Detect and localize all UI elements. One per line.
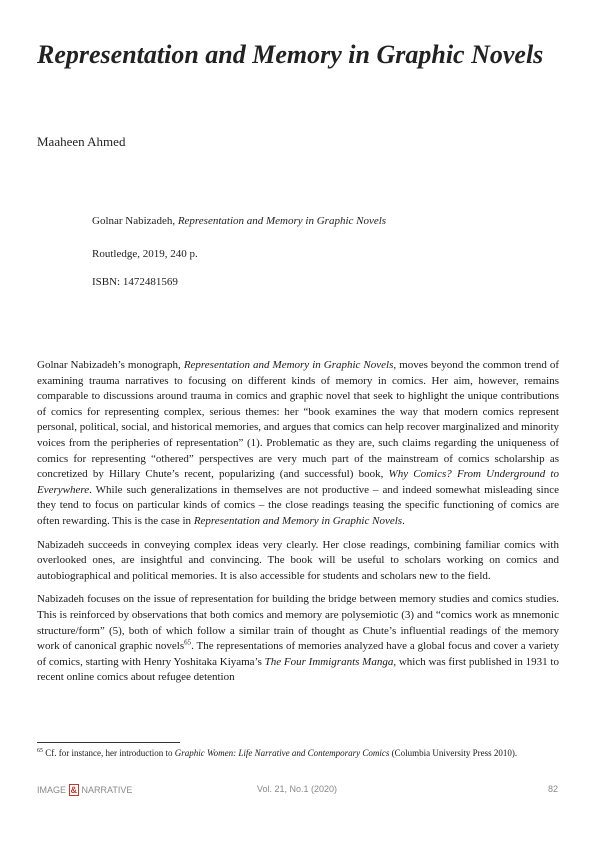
- footnote-ref[interactable]: 65: [184, 638, 192, 647]
- footnote-number: 65: [37, 748, 43, 754]
- kiyama-book-title: The Four Immigrants Manga,: [264, 655, 397, 668]
- footnote-divider: [37, 742, 180, 743]
- book-title-ref: Representation and Memory in Graphic Novels,: [183, 359, 397, 371]
- article-author: Maaheen Ahmed: [37, 134, 126, 149]
- paragraph-1: Golnar Nabizadeh’s monograph, Representation and Memory in Graphic Novels, moves beyond the common trend of examining trauma narratives to focusing on different kinds of memory in comics. Her aim, however, remains comparable to discussions around trauma in comics and graphic novel that seek to highlight the unique contributions of comics for representing complex, serious themes: her “book examines the way that modern comics represent personal, political, social, and historical memories, and argues that comics can help recover marginalized and minority voices from the peripheries of representation” (1). Problematic as they are, such claims regarding the uniqueness of comics for representing “othered” perspectives are very much part of the mainstream of comics scholarship as concretized by Hillary Chute’s recent, popularizing (and successful) book, Why Comics? From Underground to Everywhere. While such generalizations in themselves are not productive – and indeed somewhat misleading since they tend to focus on particular kinds of comics – the close readings teasing the specific functioning of comics are often rewarding. This is the case in Representation and Memory in Graphic Novels.: [37, 359, 559, 527]
- book-isbn: ISBN: 1472481569: [92, 276, 178, 288]
- book-author: Golnar Nabizadeh,: [92, 215, 178, 227]
- book-title-ref: Representation and Memory in Graphic Novels: [193, 514, 403, 527]
- page-number: 82: [548, 784, 559, 794]
- paragraph-2: Nabizadeh succeeds in conveying complex ideas very clearly. Her close readings, combining familiar comics with overlooked ones, are insightful and convincing. The book will be useful to scholars working on comics and autobiographical and political memories. It is also accessible for students and scholars new to the field.: [37, 538, 559, 582]
- article-title: Representation and Memory in Graphic Novels: [37, 40, 544, 69]
- journal-name: IMAGE & NARRATIVE: [37, 785, 133, 795]
- book-title: Representation and Memory in Graphic Novels: [177, 215, 387, 227]
- chute-book-title: Why Comics? From Underground to Everywhere: [37, 468, 559, 496]
- reviewed-book-citation: [92, 215, 552, 227]
- book-publisher: Routledge, 2019, 240 p.: [92, 248, 198, 260]
- journal-volume: Vol. 21, No.1 (2020): [257, 784, 338, 794]
- review-body: [37, 358, 559, 694]
- ampersand-logo: &: [70, 785, 78, 795]
- paragraph-3: Nabizadeh focuses on the issue of representation for building the bridge between memory studies and comics studies. This is reinforced by observations that both comics and memory are polysemiotic (3) and “comics work as mnemonic structure/form” (5), both of which follow a similar train of thought as Chute’s influential readings of the memory work of canonical graphic novels$^{65}$. The representations of memories analyzed have a global focus and cover a variety of comics, starting with Henry Yoshitaka Kiyama’s The Four Immigrants Manga, which was first published in 1931 to recent online comics about refugee detention: [37, 593, 559, 684]
- footnote: $^{65}$ Cf. for instance, her introduction to Graphic Women: Life Narrative and Contemporary Comics (Columbia University Press 2010).: [37, 748, 518, 758]
- footnote-book-title: Graphic Women: Life Narrative and Contemporary Comics: [174, 748, 390, 758]
